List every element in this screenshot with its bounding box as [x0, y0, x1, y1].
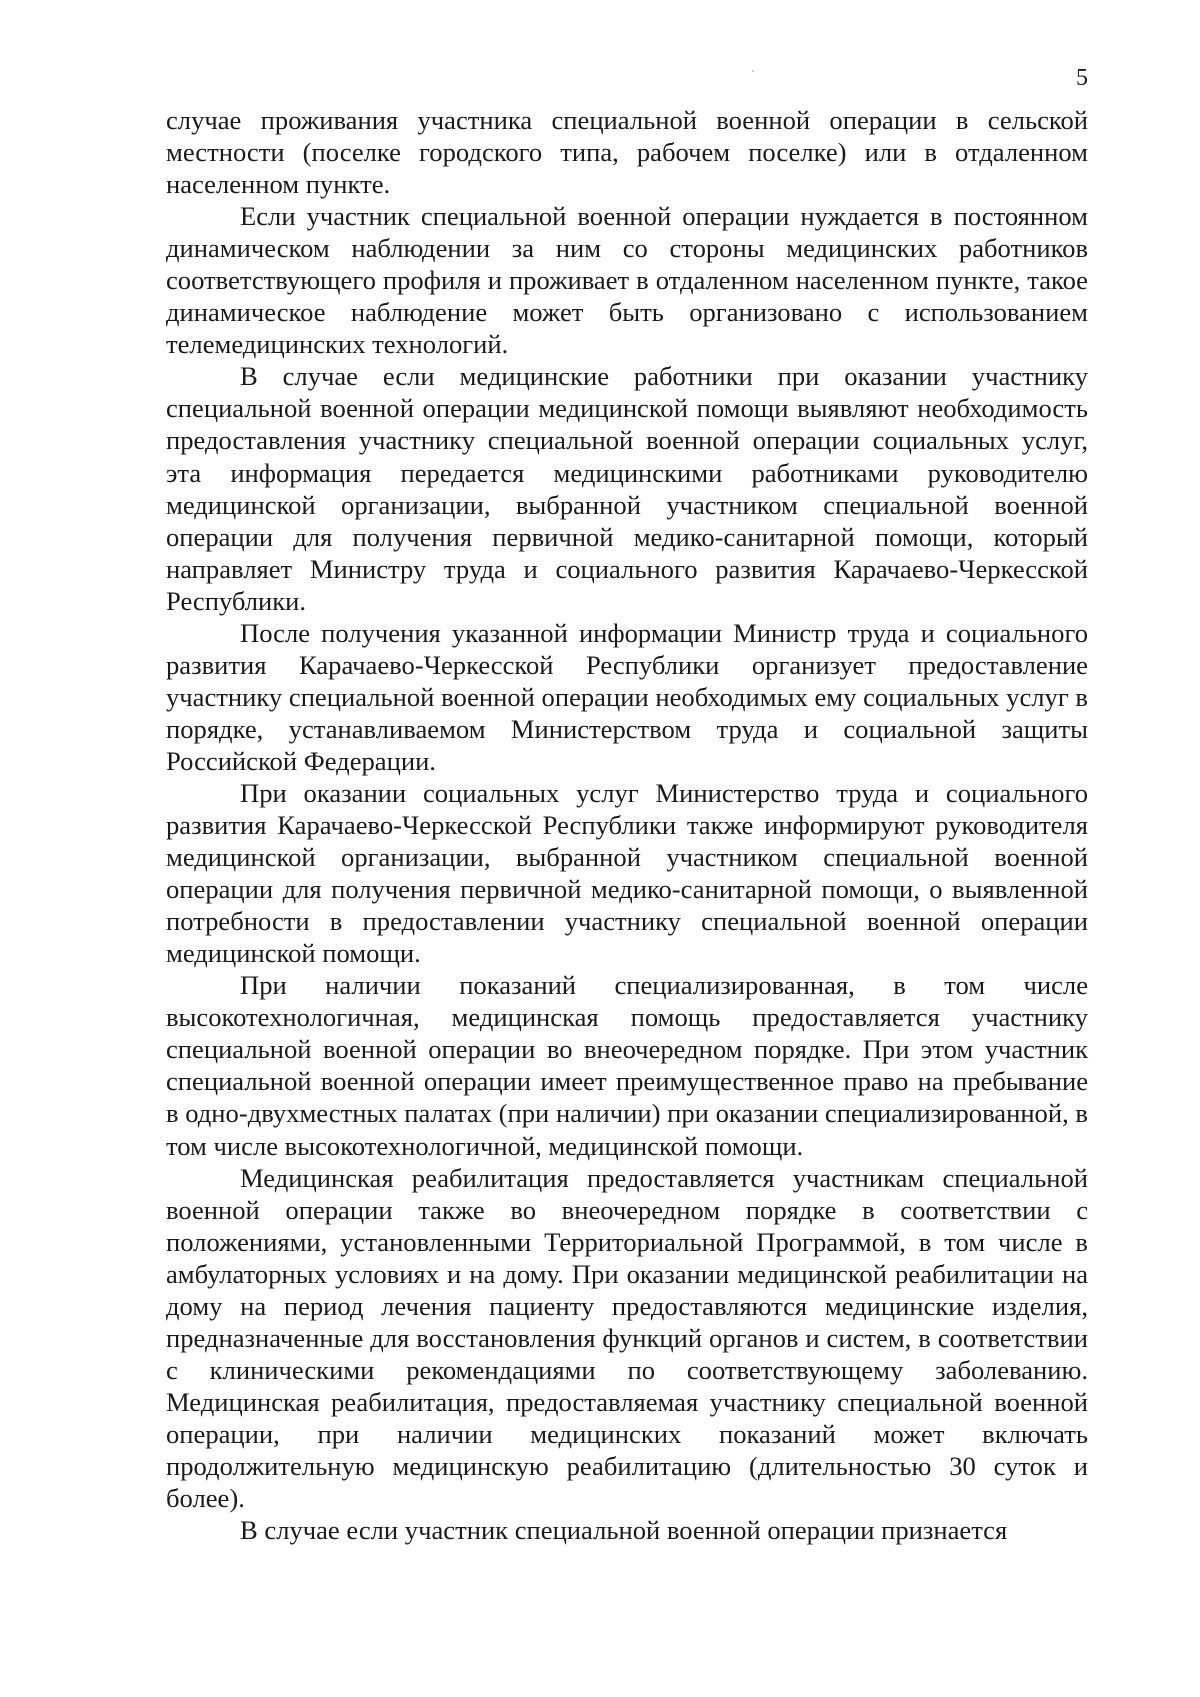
page-number: 5 — [1076, 65, 1088, 91]
paragraph-4: После получения указанной информации Министр труда и социального развития Карачаево-Черкесской Республики организует предоставление участнику специальной военной операции необходимых ему социальных услуг в порядке, устанавливаемом Министерством труда и социальной защиты Российской Федерации. — [166, 617, 1088, 776]
paragraph-2: Если участник специальной военной операции нуждается в постоянном динамическом наблюдении за ним со стороны медицинских работников соответствующего профиля и проживает в отдаленном населенном пункте, такое динамическое наблюдение может быть организовано с использованием телемедицинских технологий. — [166, 201, 1088, 360]
scan-speck — [752, 70, 754, 72]
paragraph-5: При оказании социальных услуг Министерство труда и социального развития Карачаево-Черкесской Республики также информируют руководителя медицинской организации, выбранной участником специальной военной операции для получения первичной медико-санитарной помощи, о выявленной потребности в предоставлении участнику специальной военной операции медицинской помощи. — [166, 777, 1088, 969]
paragraph-6: При наличии показаний специализированная, в том числе высокотехнологичная, медицинская помощь предоставляется участнику специальной военной операции во внеочередном порядке. При этом участник специальной военной операции имеет преимущественное право на пребывание в одно-двухместных палатах (при наличии) при оказании специализированной, в том числе высокотехнологичной, медицинской помощи. — [166, 970, 1088, 1161]
body-text — [166, 104, 1088, 1546]
paragraph-7: Медицинская реабилитация предоставляется участникам специальной военной операции также во внеочередном порядке в соответствии с положениями, установленными Территориальной Программой, в том числе в амбулаторных условиях и на дому. При оказании медицинской реабилитации на дому на период лечения пациенту предоставляются медицинские изделия, предназначенные для восстановления функций органов и систем, в соответствии с клиническими рекомендациями по соответствующему заболеванию. Медицинская реабилитация, предоставляемая участнику специальной военной операции, при наличии медицинских показаний может включать продолжительную медицинскую реабилитацию (длительностью 30 суток и более). — [166, 1162, 1088, 1514]
paragraph-8: В случае если участник специальной военной операции признается — [240, 1515, 1008, 1546]
paragraph-1: случае проживания участника специальной военной операции в сельской местности (поселке городского типа, рабочем поселке) или в отдаленном населенном пункте. — [166, 105, 1088, 200]
paragraph-3: В случае если медицинские работники при оказании участнику специальной военной операции медицинской помощи выявляют необходимость предоставления участнику специальной военной операции социальных услуг, эта информация передается медицинскими работниками руководителю медицинской организации, выбранной участником специальной военной операции для получения первичной медико-санитарной помощи, который направляет Министру труда и социального развития Карачаево-Черкесской Республики. — [166, 361, 1088, 616]
